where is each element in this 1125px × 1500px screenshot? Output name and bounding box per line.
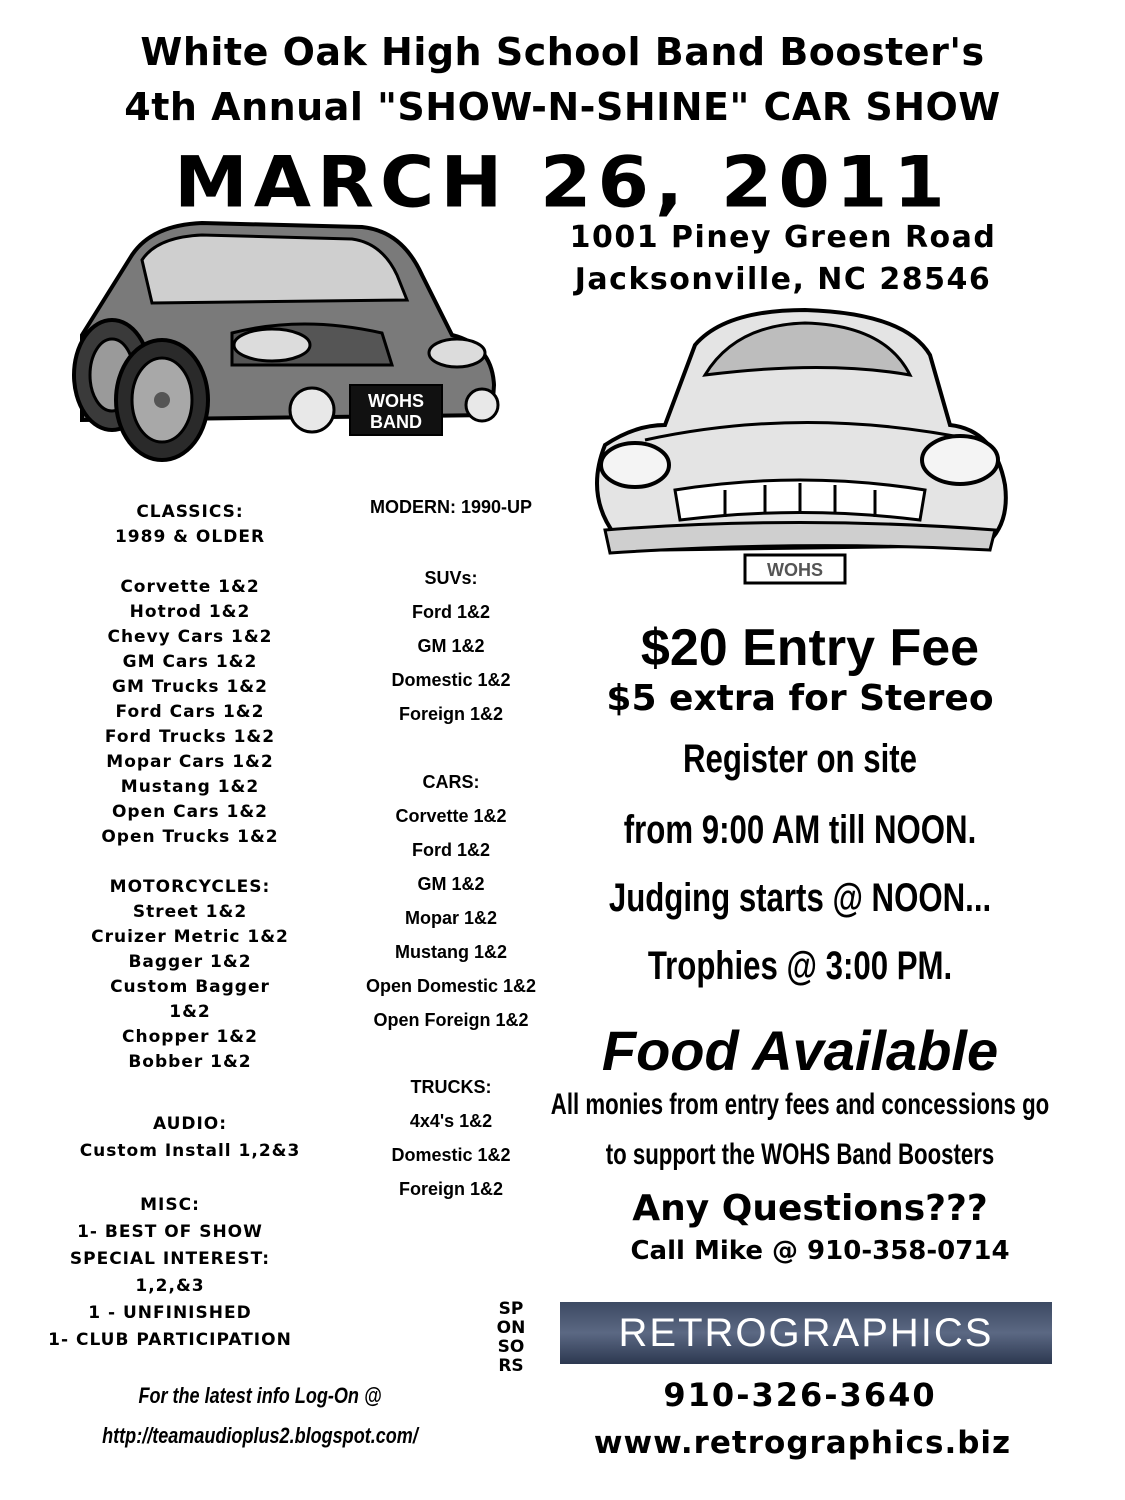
trophies-info: Trophies @ 3:00 PM. <box>647 944 953 988</box>
header-line-1: White Oak High School Band Booster's <box>140 30 985 74</box>
list-item <box>20 550 360 575</box>
list-item: Foreign 1&2 <box>398 1179 504 1200</box>
list-item: Foreign 1&2 <box>398 704 504 724</box>
monies-line-2: to support the WOHS Band Boosters <box>605 1138 995 1171</box>
entry-fee: $20 Entry Fee <box>640 619 980 677</box>
monies-line-1: All monies from entry fees and concessions go <box>550 1088 1050 1121</box>
list-item: GM Trucks 1&2 <box>112 677 268 697</box>
misc-section <box>0 1192 340 1354</box>
misc-line: 1- BEST OF SHOW <box>77 1222 263 1242</box>
list-item: Open Trucks 1&2 <box>101 827 279 847</box>
sponsor-website[interactable]: www.retrographics.biz <box>593 1425 1012 1461</box>
car-badge-line-2: BAND <box>370 412 422 432</box>
sponsor-phone: 910-326-3640 <box>663 1376 937 1414</box>
misc-line: 1,2,&3 <box>135 1276 205 1296</box>
license-plate-text: WOHS <box>767 560 823 580</box>
list-item: Mustang 1&2 <box>120 777 260 797</box>
register-info: Register on site <box>682 737 918 781</box>
modern-car-illustration <box>62 215 502 470</box>
modern-title: MODERN: 1990-UP <box>369 497 533 517</box>
list-item: Bagger 1&2 <box>128 952 252 972</box>
info-line-1: For the latest info Log-On @ <box>138 1383 382 1408</box>
address-line-2: Jacksonville, NC 28546 <box>574 262 992 297</box>
list-item: Open Domestic 1&2 <box>365 975 537 996</box>
list-item: Cruizer Metric 1&2 <box>91 927 289 947</box>
list-item: Mopar 1&2 <box>404 907 498 928</box>
list-item: MOTORCYCLES: <box>109 877 271 897</box>
stereo-fee: $5 extra for Stereo <box>606 678 994 719</box>
questions-heading: Any Questions??? <box>632 1188 988 1229</box>
misc-line: MISC: <box>140 1195 200 1215</box>
retrographics-logo <box>560 1302 1052 1364</box>
list-item: Mustang 1&2 <box>394 941 508 962</box>
list-item: Mopar Cars 1&2 <box>106 752 274 772</box>
list-item: Ford Cars 1&2 <box>115 702 265 722</box>
list-item: Ford 1&2 <box>411 602 490 622</box>
car-badge-line-1: WOHS <box>368 391 424 411</box>
list-item: GM 1&2 <box>417 636 485 656</box>
audio-item: Custom Install 1,2&3 <box>79 1141 301 1161</box>
food-available: Food Available <box>601 1019 999 1082</box>
list-item: Chevy Cars 1&2 <box>107 627 273 647</box>
list-item: TRUCKS: <box>410 1077 492 1098</box>
modern-list <box>335 561 567 1206</box>
audio-section <box>20 1112 360 1164</box>
list-item: Open Foreign 1&2 <box>373 1009 529 1030</box>
classics-list <box>20 500 360 1075</box>
judging-info: Judging starts @ NOON... <box>608 876 992 920</box>
list-item: Ford Trucks 1&2 <box>104 727 276 747</box>
header-line-2: 4th Annual "SHOW-N-SHINE" CAR SHOW <box>124 85 1001 129</box>
list-item: Ford 1&2 <box>411 839 490 860</box>
list-item: 1989 & OLDER <box>114 527 266 547</box>
list-item: Custom Bagger <box>110 977 270 997</box>
list-item: Domestic 1&2 <box>391 1145 511 1166</box>
address-line-1: 1001 Piney Green Road <box>569 220 997 255</box>
list-item: CLASSICS: <box>136 502 244 522</box>
audio-title: AUDIO: <box>152 1114 228 1134</box>
list-item: SUVs: <box>424 568 478 588</box>
list-item: CARS: <box>422 771 480 792</box>
list-item: GM Cars 1&2 <box>122 652 258 672</box>
list-item <box>335 1037 567 1071</box>
misc-line: SPECIAL INTEREST: <box>69 1249 271 1269</box>
info-url-link[interactable]: http://teamaudioplus2.blogspot.com/ <box>102 1423 418 1448</box>
event-date: MARCH 26, 2011 <box>174 142 951 224</box>
classic-car-illustration <box>585 305 1015 605</box>
list-item: Chopper 1&2 <box>122 1027 258 1047</box>
contact-phone: Call Mike @ 910-358-0714 <box>630 1236 1010 1266</box>
list-item: Bobber 1&2 <box>128 1052 252 1072</box>
sponsor-name: RETROGRAPHICS <box>618 1311 994 1355</box>
list-item: Street 1&2 <box>132 902 248 922</box>
list-item: 1&2 <box>169 1002 211 1022</box>
list-item: GM 1&2 <box>417 873 485 894</box>
list-item: Corvette 1&2 <box>120 577 260 597</box>
list-item: 4x4's 1&2 <box>409 1111 493 1132</box>
list-item: Domestic 1&2 <box>391 670 511 690</box>
misc-line: 1 - UNFINISHED <box>88 1303 252 1323</box>
hours-info: from 9:00 AM till NOON. <box>623 808 977 852</box>
sponsors-vertical-label: SPONSORS <box>496 1299 526 1376</box>
list-item: Open Cars 1&2 <box>111 802 269 822</box>
misc-line: 1- CLUB PARTICIPATION <box>48 1330 292 1350</box>
list-item: Corvette 1&2 <box>395 805 507 826</box>
list-item: Hotrod 1&2 <box>129 602 251 622</box>
list-item <box>20 850 360 875</box>
list-item <box>335 731 567 765</box>
